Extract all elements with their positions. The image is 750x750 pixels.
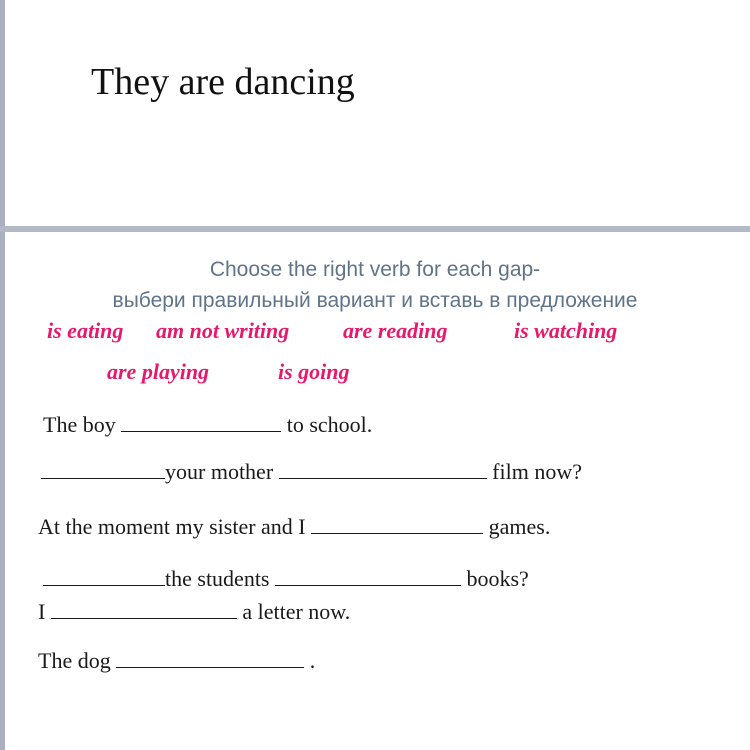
sentence-4-blank-2[interactable] [275,567,461,586]
sentence-1-start: The boy [43,412,116,437]
sentence-5-end: a letter now. [242,599,351,624]
sentence-2-middle: your mother [165,459,274,484]
option-is-watching: is watching [514,318,618,343]
instruction-russian: выбери правильный вариант и вставь в предложение [112,289,638,312]
option-are-playing: are playing [107,359,210,384]
sentence-1-blank[interactable] [121,413,281,432]
option-is-eating: is eating [47,318,124,343]
slide-exercise [0,232,750,750]
option-are-reading: are reading [343,318,448,343]
slide-title: They are dancing [91,61,355,103]
sentence-2-blank-1[interactable] [41,460,165,479]
sentence-6-blank[interactable] [116,649,304,668]
sentence-3-start: At the moment my sister and I [38,514,306,539]
sentence-3 [38,514,550,540]
sentence-4-middle: the students [165,566,270,591]
sentence-6-end: . [309,648,316,673]
sentence-6 [38,648,315,674]
sentence-2-blank-2[interactable] [279,460,487,479]
sentence-3-blank[interactable] [311,515,483,534]
sentence-5-start: I [38,599,46,624]
sentence-4 [43,566,529,592]
sentence-2 [41,459,582,485]
sentence-4-end: books? [466,566,529,591]
sentence-3-end: games. [488,514,551,539]
slide-top [0,0,750,226]
sentence-1-end: to school. [286,412,373,437]
sentence-5 [38,599,350,625]
option-am-not-writing: am not writing [156,318,290,343]
sentence-4-blank-1[interactable] [43,567,165,586]
sentence-6-start: The dog [38,648,111,673]
sentence-5-blank[interactable] [51,600,237,619]
option-is-going: is going [278,359,350,384]
instruction-english: Choose the right verb for each gap- [209,258,541,281]
sentence-1 [43,412,372,438]
sentence-2-end: film now? [492,459,582,484]
